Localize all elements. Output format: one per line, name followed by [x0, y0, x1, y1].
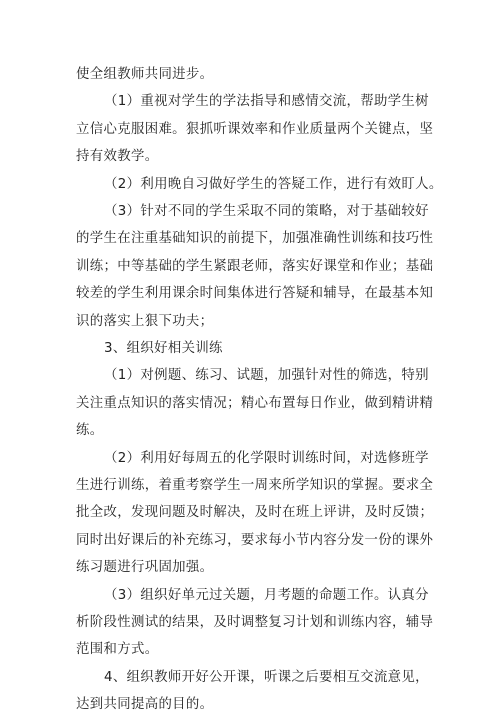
paragraph-line: 持有效教学。 [76, 149, 159, 165]
paragraph-line: 训练；中等基础的学生紧跟老师，落实好课堂和作业；基础 [76, 258, 434, 274]
paragraph-line: 批全改，发现问题及时解决，及时在班上评讲，及时反馈； [76, 505, 434, 521]
paragraph-line: （1）重视对学生的学法指导和感情交流，帮助学生树 [104, 94, 429, 110]
section-heading: 3、组织好相关训练 [104, 341, 223, 356]
paragraph-line: 同时出好课后的补充练习，要求每小节内容分发一份的课外 [76, 532, 434, 548]
paragraph-line: 关注重点知识的落实情况；精心布置每日作业，做到精讲精 [76, 395, 434, 411]
text-line: 使全组教师共同进步。 [76, 67, 214, 82]
paragraph-line: 范围和方式。 [76, 642, 159, 658]
paragraph-line: （1）对例题、练习、试题，加强针对性的筛选，特别 [104, 368, 429, 384]
paragraph-line: 析阶段性测试的结果，及时调整复习计划和训练内容，辅导 [76, 615, 434, 630]
paragraph-line: （3）组织好单元过关题，月考题的命题工作。认真分 [104, 587, 429, 603]
paragraph-line: 练。 [76, 423, 104, 439]
paragraph-line: （2）利用晚自习做好学生的答疑工作，进行有效盯人。 [104, 176, 443, 192]
paragraph-line: 达到共同提高的目的。 [76, 697, 214, 713]
paragraph-line: 生进行训练，着重考察学生一周来所学知识的掌握。要求全 [76, 478, 434, 493]
paragraph-line: （2）利用好每周五的化学限时训练时间，对选修班学 [104, 450, 429, 466]
paragraph-line: 识的落实上狠下功夫； [76, 313, 214, 329]
paragraph-line: （3）针对不同的学生采取不同的策略，对于基础较好 [104, 204, 429, 219]
paragraph-line: 立信心克服困难。狠抓听课效率和作业质量两个关键点，坚 [76, 121, 434, 137]
paragraph-line: 4、组织教师开好公开课，听课之后要相互交流意见， [104, 669, 429, 685]
paragraph-line: 练习题进行巩固加强。 [76, 560, 214, 576]
paragraph-line: 较差的学生利用课余时间集体进行答疑和辅导，在最基本知 [76, 286, 434, 302]
paragraph-line: 的学生在注重基础知识的前提下，加强准确性训练和技巧性 [76, 231, 434, 247]
